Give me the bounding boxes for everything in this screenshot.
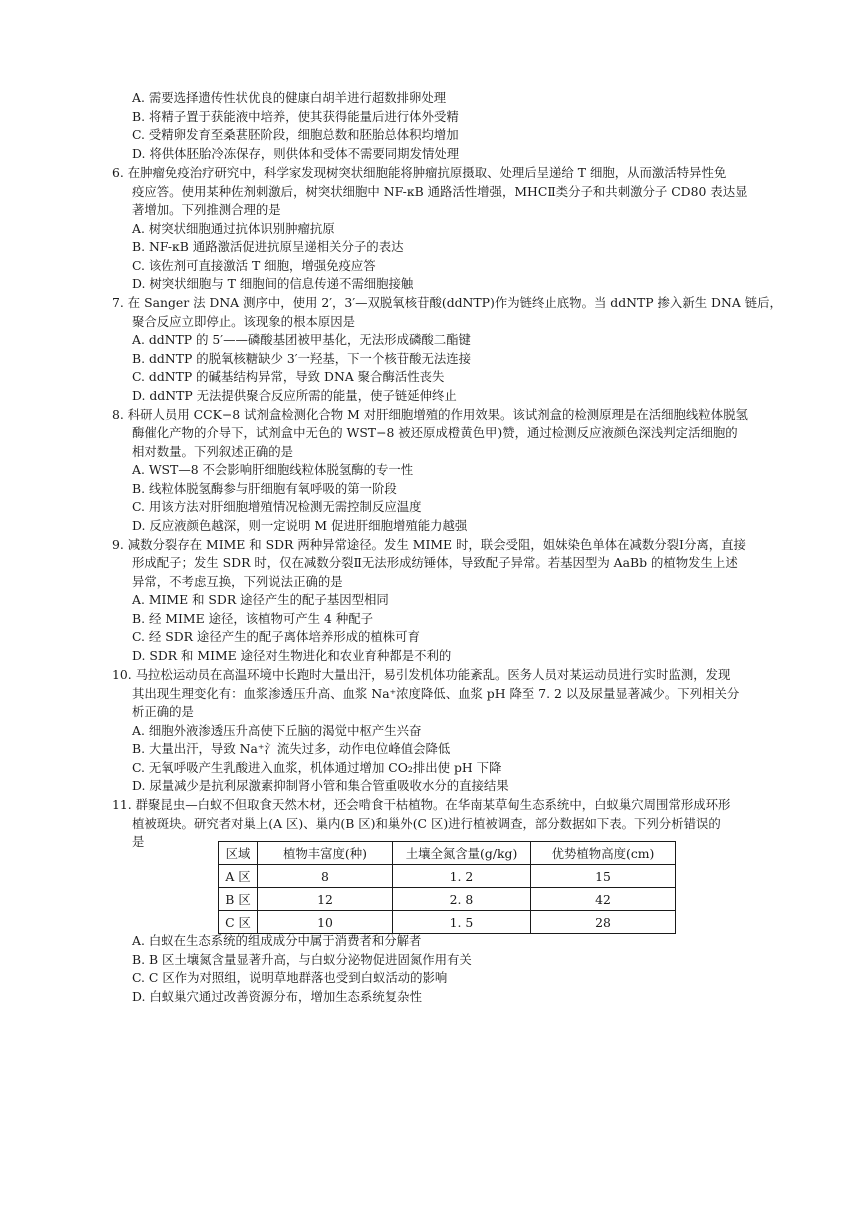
q11-stem-line-3: 是: [132, 834, 145, 849]
q10-stem-line-1: 10. 马拉松运动员在高温环境中长跑时大量出汗，易引发机体功能紊乱。医务人员对某运动员进行实时监测，发现: [112, 667, 731, 682]
q8-option-a: A. WST—8 不会影响肝细胞线粒体脱氢酶的专一性: [132, 462, 414, 477]
table-header-cell: 区域: [219, 842, 258, 865]
q9-stem-line-2: 形成配子；发生 SDR 时，仅在减数分裂Ⅱ无法形成纺锤体，导致配子异常。若基因型为 AaBb 的植物发生上述: [132, 555, 738, 570]
table-header-cell: 土壤全氮含量(g/kg): [393, 842, 531, 865]
q11-option-c: C. C 区作为对照组，说明草地群落也受到白蚁活动的影响: [132, 970, 448, 985]
q6-option-a: A. 树突状细胞通过抗体识别肿瘤抗原: [132, 221, 335, 236]
q10-stem-line-3: 析正确的是: [132, 704, 194, 719]
q6-option-c: C. 该佐剂可直接激活 T 细胞，增强免疫应答: [132, 258, 376, 273]
table-cell: 2. 8: [393, 888, 531, 911]
q8-option-b: B. 线粒体脱氢酶参与肝细胞有氧呼吸的第一阶段: [132, 481, 397, 496]
q5-option-c: C. 受精卵发育至桑葚胚阶段，细胞总数和胚胎总体积均增加: [132, 127, 459, 142]
q5-option-a: A. 需要选择遗传性状优良的健康白胡羊进行超数排卵处理: [132, 90, 447, 105]
table-header-row: [219, 842, 676, 865]
q8-stem-line-3: 相对数量。下列叙述正确的是: [132, 444, 294, 459]
q11-option-d: D. 白蚁巢穴通过改善资源分布，增加生态系统复杂性: [132, 989, 422, 1004]
q6-stem-line-1: 6. 在肿瘤免疫治疗研究中，科学家发现树突状细胞能将肿瘤抗原摄取、处理后呈递给 T 细胞，从而激活特异性免: [112, 165, 727, 180]
table-row: [219, 865, 676, 888]
table-cell: 28: [531, 911, 676, 934]
q7-option-d: D. ddNTP 无法提供聚合反应所需的能量，使子链延伸终止: [132, 388, 457, 403]
q6-option-d: D. 树突状细胞与 T 细胞间的信息传递不需细胞接触: [132, 276, 414, 291]
q10-stem-line-2: 其出现生理变化有：血浆渗透压升高、血浆 Na⁺浓度降低、血浆 pH 降至 7. 2 以及尿量显著减少。下列相关分: [132, 686, 740, 701]
q5-option-d: D. 将供体胚胎冷冻保存，则供体和受体不需要同期发情处理: [132, 146, 460, 161]
q11-stem-line-1: 11. 群聚昆虫—白蚁不但取食天然木材，还会啃食干枯植物。在华南某草甸生态系统中，白蚁巢穴周围常形成环形: [112, 797, 731, 812]
table-cell: 42: [531, 888, 676, 911]
vegetation-survey-table: [218, 841, 676, 934]
table-cell: 1. 2: [393, 865, 531, 888]
q8-option-d: D. 反应液颜色越深，则一定说明 M 促进肝细胞增殖能力越强: [132, 518, 468, 533]
q9-option-c: C. 经 SDR 途径产生的配子离体培养形成的植株可育: [132, 629, 420, 644]
table-cell: 15: [531, 865, 676, 888]
q11-option-a: A. 白蚁在生态系统的组成成分中属于消费者和分解者: [132, 933, 422, 948]
q9-stem-line-3: 异常，不考虑互换，下列说法正确的是: [132, 574, 343, 589]
q7-option-b: B. ddNTP 的脱氧核糖缺少 3′一羟基，下一个核苷酸无法连接: [132, 351, 472, 366]
table-cell: A 区: [219, 865, 258, 888]
q10-option-c: C. 无氧呼吸产生乳酸进入血浆，机体通过增加 CO₂排出使 pH 下降: [132, 760, 502, 775]
q10-option-a: A. 细胞外液渗透压升高使下丘脑的渴觉中枢产生兴奋: [132, 723, 422, 738]
q8-option-c: C. 用该方法对肝细胞增殖情况检测无需控制反应温度: [132, 499, 422, 514]
table-cell: 1. 5: [393, 911, 531, 934]
q5-option-b: B. 将精子置于获能液中培养，使其获得能量后进行体外受精: [132, 109, 459, 124]
q7-option-a: A. ddNTP 的 5′——磷酸基团被甲基化，无法形成磷酸二酯键: [132, 332, 471, 347]
q8-stem-line-1: 8. 科研人员用 CCK−8 试剂盒检测化合物 M 对肝细胞增殖的作用效果。该试剂盒的检测原理是在活细胞线粒体脱氢: [112, 407, 748, 422]
table-row: [219, 888, 676, 911]
table-cell: 8: [258, 865, 393, 888]
q9-stem-line-1: 9. 减数分裂存在 MIME 和 SDR 两种异常途径。发生 MIME 时，联会受阻，姐妹染色单体在减数分裂Ⅰ分离，直接: [112, 537, 746, 552]
q9-option-a: A. MIME 和 SDR 途径产生的配子基因型相同: [132, 592, 389, 607]
table-header-cell: 植物丰富度(种): [258, 842, 393, 865]
q7-stem-line-2: 聚合反应立即停止。该现象的根本原因是: [132, 314, 356, 329]
table-cell: B 区: [219, 888, 258, 911]
table-header-cell: 优势植物高度(cm): [531, 842, 676, 865]
q11-option-b: B. B 区土壤氮含量显著升高，与白蚁分泌物促进固氮作用有关: [132, 952, 472, 967]
table-cell: C 区: [219, 911, 258, 934]
q7-option-c: C. ddNTP 的碱基结构异常，导致 DNA 聚合酶活性丧失: [132, 369, 445, 384]
q9-option-d: D. SDR 和 MIME 途径对生物进化和农业育种都是不利的: [132, 648, 452, 663]
q9-option-b: B. 经 MIME 途径，该植物可产生 4 种配子: [132, 611, 374, 626]
q6-option-b: B. NF-κB 通路激活促进抗原呈递相关分子的表达: [132, 239, 404, 254]
q8-stem-line-2: 酶催化产物的介导下，试剂盒中无色的 WST−8 被还原成橙黄色甲)赞，通过检测反应液颜色深浅判定活细胞的: [132, 425, 738, 440]
q6-stem-line-2: 疫应答。使用某种佐剂刺激后，树突状细胞中 NF-κB 通路活性增强，MHCⅡ类分子和共刺激分子 CD80 表达显: [132, 184, 748, 199]
q10-option-b: B. 大量出汗，导致 Na⁺氵流失过多，动作电位峰值会降低: [132, 741, 451, 756]
q7-stem-line-1: 7. 在 Sanger 法 DNA 测序中，使用 2′，3′—双脱氧核苷酸(ddNTP)作为链终止底物。当 ddNTP 掺入新生 DNA 链后，: [112, 295, 782, 310]
q10-option-d: D. 尿量减少是抗利尿激素抑制肾小管和集合管重吸收水分的直接结果: [132, 778, 509, 793]
table-cell: 10: [258, 911, 393, 934]
table-cell: 12: [258, 888, 393, 911]
q6-stem-line-3: 著增加。下列推测合理的是: [132, 202, 281, 217]
q11-stem-line-2: 植被斑块。研究者对巢上(A 区)、巢内(B 区)和巢外(C 区)进行植被调查，部分数据如下表。下列分析错误的: [132, 816, 721, 831]
